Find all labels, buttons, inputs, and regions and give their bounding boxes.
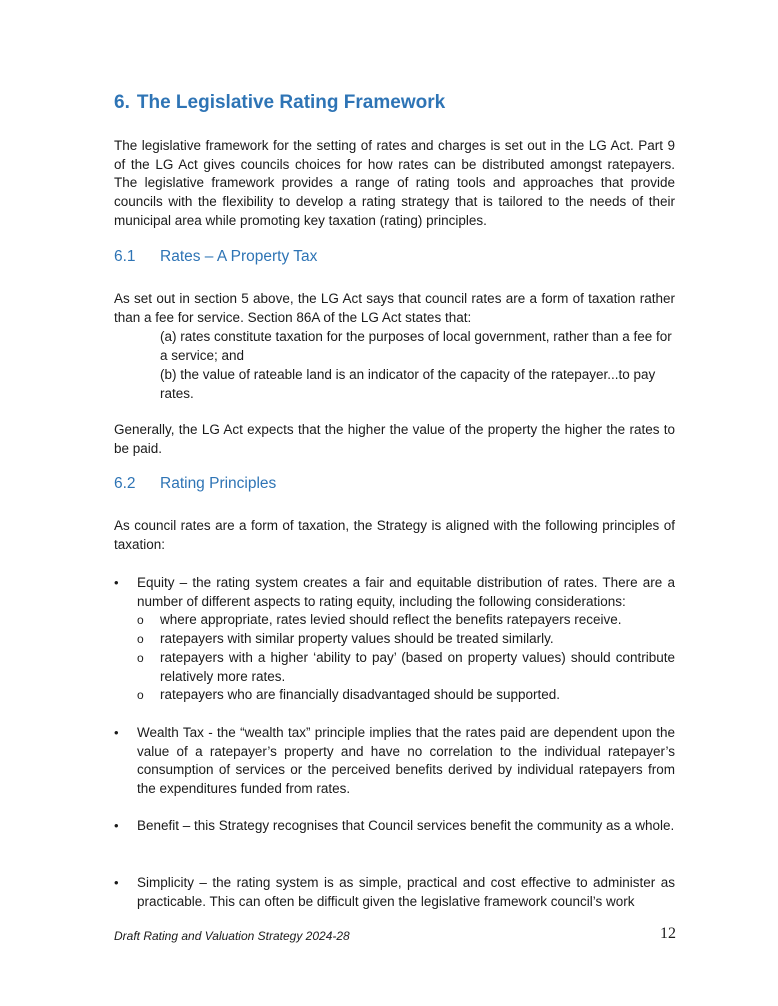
subsection-heading-6-2 <box>114 475 276 493</box>
bullet-text: Benefit – this Strategy recognises that Council services benefit the community as a whole. <box>137 818 675 833</box>
sub-bullet-marker: o <box>137 650 144 665</box>
list-item <box>114 630 675 649</box>
bullet-text: Wealth Tax - the “wealth tax” principle implies that the rates paid are dependent upon the value of a ratepayer’s property and have no correlation to the individual ratepayer’s consumption of services or the perceived benefits derived by individual ratepayers from the expenditures funded from rates. <box>137 725 675 797</box>
sub-bullet-marker: o <box>137 688 144 703</box>
bullet-marker: • <box>114 575 119 590</box>
bullet-text: Simplicity – the rating system is as simple, practical and cost effective to administer as practicable. This can often be difficult given the legislative framework council’s work <box>137 875 675 909</box>
rates-paragraph: As set out in section 5 above, the LG Act says that council rates are a form of taxation rather than a fee for service. Section 86A of the LG Act states that: <box>114 291 675 325</box>
equity-sub-list <box>114 611 675 705</box>
sub-item-text: ratepayers with a higher ‘ability to pay’ (based on property values) should contribute relatively more rates. <box>160 649 675 684</box>
subsection-title: Rating Principles <box>160 475 277 492</box>
bullet-marker: • <box>114 818 119 833</box>
subsection-title: Rates – A Property Tax <box>160 248 318 265</box>
quote-a: (a) rates constitute taxation for the purposes of local government, rather than a fee for a service; and <box>160 329 672 363</box>
page-number: 12 <box>660 925 676 942</box>
section-heading <box>114 92 445 114</box>
sub-item-text: ratepayers who are financially disadvantaged should be supported. <box>160 687 561 703</box>
bullet-simplicity <box>114 874 675 911</box>
sub-item-text: ratepayers with similar property values should be treated similarly. <box>160 631 554 647</box>
section-title: The Legislative Rating Framework <box>136 92 446 113</box>
bullet-text: Equity – the rating system creates a fair and equitable distribution of rates. There are a number of different aspects to rating equity, including the following considerations: <box>137 575 675 609</box>
bullet-marker: • <box>114 875 119 890</box>
intro-paragraph: The legislative framework for the setting of rates and charges is set out in the LG Act. Part 9 of the LG Act gives councils choices for how rates can be distributed amongst ratepayers. The legislative framework provides a range of rating tools and approaches that provide councils with the flexibility to develop a rating strategy that is tailored to the needs of their municipal area while promoting key taxation (rating) principles. <box>114 138 675 228</box>
quote-b: (b) the value of rateable land is an indicator of the capacity of the ratepayer...to pay rates. <box>160 367 656 401</box>
list-item <box>114 686 675 705</box>
subsection-number: 6.1 <box>114 248 136 265</box>
bullet-equity <box>114 574 675 705</box>
list-item <box>114 611 675 630</box>
bullet-benefit <box>114 817 675 836</box>
footer-document-title: Draft Rating and Valuation Strategy 2024-28 <box>114 929 350 943</box>
section-number: 6. <box>114 92 130 113</box>
generally-paragraph: Generally, the LG Act expects that the higher the value of the property the higher the rates to be paid. <box>114 422 675 456</box>
subsection-heading-6-1 <box>114 248 317 266</box>
list-item <box>114 649 675 686</box>
sub-item-text: where appropriate, rates levied should reflect the benefits ratepayers receive. <box>160 612 622 628</box>
sub-bullet-marker: o <box>137 613 144 628</box>
subsection-number: 6.2 <box>114 475 136 492</box>
sub-bullet-marker: o <box>137 632 144 647</box>
bullet-wealth-tax <box>114 724 675 799</box>
principles-intro: As council rates are a form of taxation, the Strategy is aligned with the following principles of taxation: <box>114 518 675 552</box>
bullet-marker: • <box>114 725 119 740</box>
